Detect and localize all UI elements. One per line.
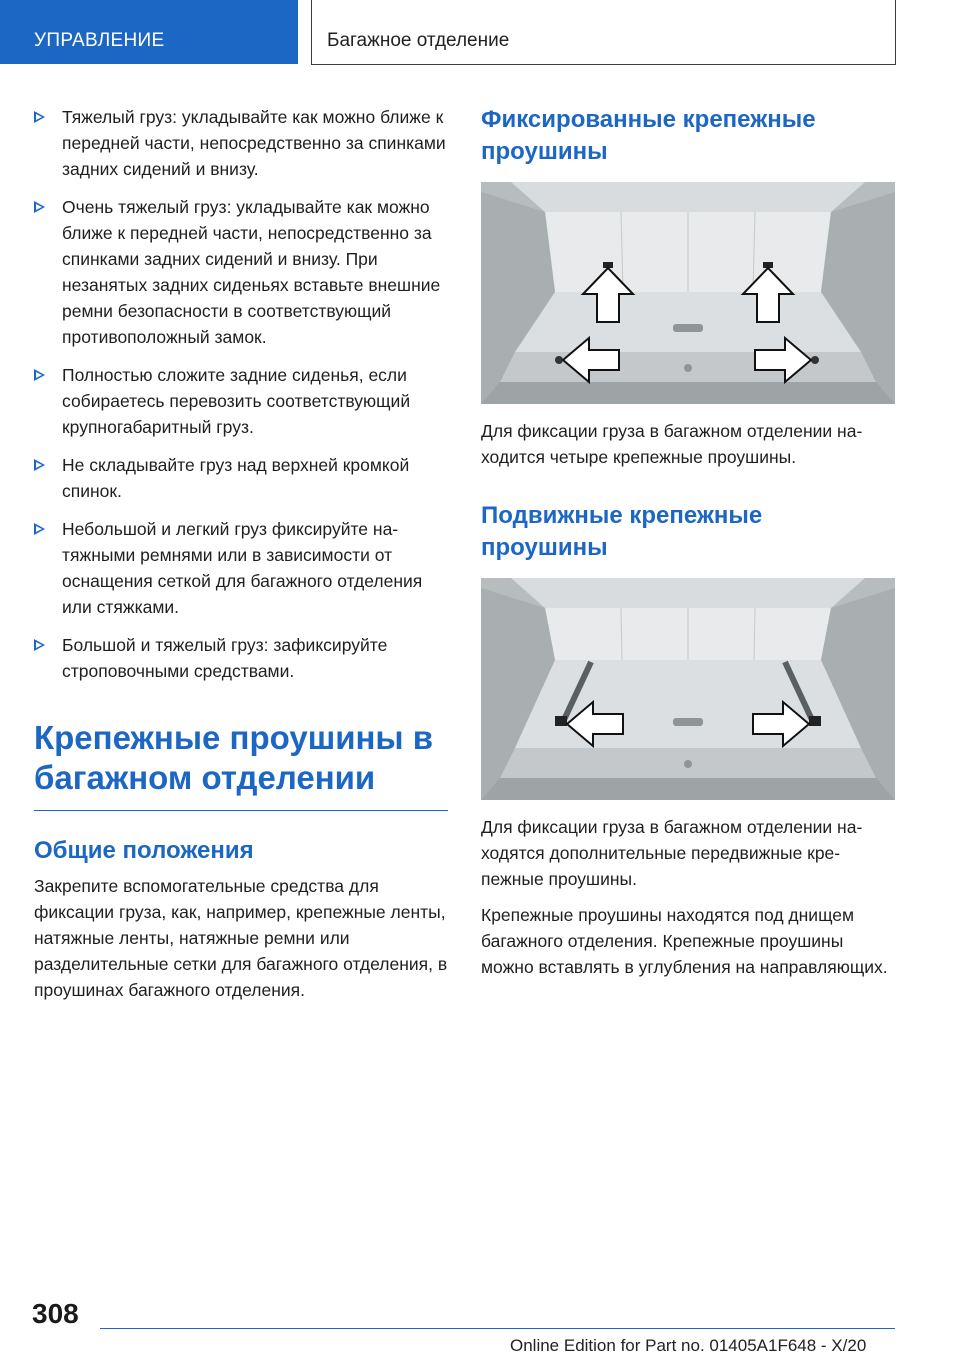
edition-footer: Online Edition for Part no. 01405A1F648 - X/20 [510, 1336, 867, 1355]
section-heading: Крепежные проушины в багажном отделении [34, 719, 434, 796]
chapter-tab [0, 0, 298, 64]
list-item: Полностью сложите задние сиденья, если собираетесь перевозить соответствующий крупногабаритный груз. [34, 362, 448, 440]
list-item: Небольшой и легкий груз фиксируйте натяжными ремнями или в зависимости от оснащения сеткой для багажного отделения или стяжками. [34, 516, 448, 620]
movable-eyelets-paragraph: Крепежные проушины находятся под днищем багажного отделения. Крепежные проушины можно вставлять в углубления на направляющих. [481, 905, 888, 977]
right-column [481, 104, 895, 990]
triangle-bullet-icon [34, 369, 45, 381]
list-item: Не складывайте груз над верхней кромкой спинок. [34, 452, 448, 504]
subsection-heading: Общие положения [34, 837, 254, 864]
triangle-bullet-icon [34, 201, 45, 213]
footer-rule [100, 1328, 895, 1329]
fixed-eyelets-illustration [481, 182, 895, 404]
cargo-bullets [34, 104, 448, 684]
general-paragraph: Закрепите вспомогательные средства для фиксации груза, как, например, крепежные ленты, натяжные ленты, натяжные ремни или разделительные сетки для багажного отделения, в проушинах багажного отделения. [34, 876, 448, 1000]
movable-eyelets-caption: Для фиксации груза в багажном отделении находятся дополнительные передвижные крепежные проушины. [481, 817, 863, 889]
list-item: Большой и тяжелый груз: зафиксируйте строповочными средствами. [34, 632, 448, 684]
triangle-bullet-icon [34, 111, 45, 123]
triangle-bullet-icon [34, 459, 45, 471]
triangle-bullet-icon [34, 639, 45, 651]
movable-eyelets-illustration [481, 578, 895, 800]
chapter-title: УПРАВЛЕНИЕ [34, 30, 165, 51]
fixed-eyelets-heading: Фиксированные крепежные проушины [481, 106, 816, 165]
section-title: Багажное отделение [327, 30, 510, 51]
fixed-eyelets-caption: Для фиксации груза в багажном отделении находится четыре крепежные проушины. [481, 421, 863, 467]
header-divider [311, 0, 312, 64]
movable-eyelets-heading: Подвижные крепежные проушины [481, 502, 763, 561]
left-column [34, 104, 448, 1013]
heading-rule [34, 810, 448, 811]
list-item: Очень тяжелый груз: укладывайте как можно ближе к передней части, непосредственно за спинками задних сидений и внизу. При незанятых задних сиденьях вставьте внешние ремни безопасности в соответствующий противоположный замок. [34, 194, 448, 350]
header-underline [311, 64, 896, 65]
header-divider-right [895, 0, 896, 65]
triangle-bullet-icon [34, 523, 45, 535]
page-number: 308 [32, 1298, 79, 1329]
list-item: Тяжелый груз: укладывайте как можно ближе к передней части, непосредственно за спинками задних сидений и внизу. [34, 104, 448, 182]
